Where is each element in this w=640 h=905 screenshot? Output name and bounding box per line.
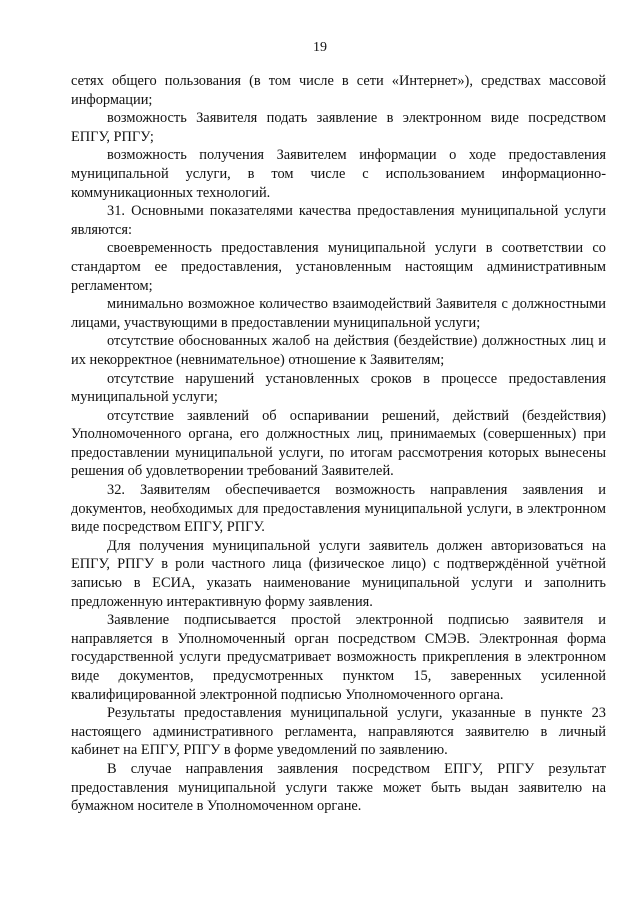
paragraph: своевременность предоставления муниципальной услуги в соответствии со стандартом ее предоставления, установленным настоящим административным регламентом;	[71, 240, 606, 294]
paragraph: возможность получения Заявителем информации о ходе предоставления муниципальной услуги, в том числе с использованием информационно-коммуникационных технологий.	[71, 147, 606, 201]
paragraph: Заявление подписывается простой электронной подписью заявителя и направляется в Уполномоченный орган посредством СМЭВ. Электронная форма государственной услуги предусматривает возможность прикрепления в электронном виде документов, предусмотренных пунктом 15, заверенных усиленной квалифицированной электронной подписью Уполномоченного органа.	[71, 612, 606, 703]
paragraph: отсутствие заявлений об оспаривании решений, действий (бездействия) Уполномоченного органа, его должностных лиц, принимаемых (совершенных) при предоставлении муниципальной услуги, по итогам рассмотрения которых вынесены решения об удовлетворении требований Заявителей.	[71, 407, 606, 480]
paragraph-item-32: 32. Заявителям обеспечивается возможность направления заявления и документов, необходимых для предоставления муниципальной услуги, в электронном виде посредством ЕПГУ, РПГУ.	[71, 482, 606, 536]
page-number: 19	[313, 40, 327, 55]
paragraph-continuation: сетях общего пользования (в том числе в сети «Интернет»), средствах массовой информации;	[71, 73, 606, 108]
paragraph: возможность Заявителя подать заявление в электронном виде посредством ЕПГУ, РПГУ;	[71, 110, 606, 145]
paragraph: Результаты предоставления муниципальной услуги, указанные в пункте 23 настоящего административного регламента, направляются заявителю в личный кабинет на ЕПГУ, РПГУ в форме уведомлений по заявлению.	[71, 705, 606, 759]
paragraph: В случае направления заявления посредством ЕПГУ, РПГУ результат предоставления муниципальной услуги также может быть выдан заявителю на бумажном носителе в Уполномоченном органе.	[71, 760, 606, 815]
paragraph: отсутствие нарушений установленных сроков в процессе предоставления муниципальной услуги;	[71, 370, 606, 406]
document-body	[71, 72, 606, 816]
paragraph-item-31: 31. Основными показателями качества предоставления муниципальной услуги являются:	[71, 203, 606, 238]
paragraph: отсутствие обоснованных жалоб на действия (бездействие) должностных лиц и их некорректное (невнимательное) отношение к Заявителям;	[71, 333, 606, 368]
paragraph: Для получения муниципальной услуги заявитель должен авторизоваться на ЕПГУ, РПГУ в роли частного лица (физическое лицо) с подтверждённой учётной записью в ЕСИА, указать наименование муниципальной услуги и заполнить предложенную интерактивную форму заявления.	[71, 537, 606, 610]
paragraph: минимально возможное количество взаимодействий Заявителя с должностными лицами, участвующими в предоставлении муниципальной услуги;	[71, 296, 606, 331]
